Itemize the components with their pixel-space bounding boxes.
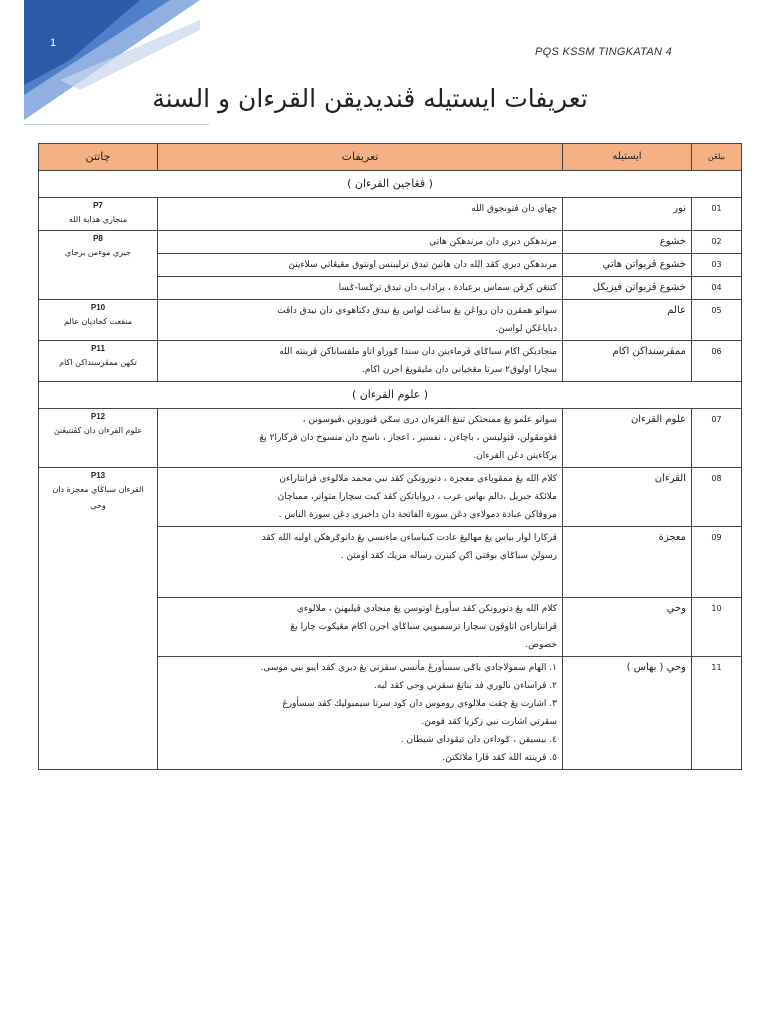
header-tag: PQS KSSM TINGKATAN 4 <box>534 46 672 58</box>
row-number: 04 <box>692 277 742 300</box>
definition-line: كلام الله يڠ ممڤوڽاءي معجزة ، دتورونكن كڤد نبي محمد ملالوءي ڤرانتاراءن <box>279 474 557 484</box>
table-row <box>39 231 742 254</box>
table-row <box>39 409 742 468</box>
definition-line: ڤڠومڤولن، ڤنوليسن ، باچاءن ، تفسير ، اعجاز ، ناسخ دان منسوخ دان ڤركارا٢ يڠ <box>259 433 557 443</box>
row-number: 02 <box>692 231 742 254</box>
title-rule <box>24 124 209 125</box>
definition-line: چهاي دان ڤتونجوق الله <box>471 204 557 214</box>
table-row <box>39 341 742 382</box>
row-number: 01 <box>692 198 742 231</box>
definition-line: ڤرانتاراءن اتاوڤون سچارا ترسمبوڽي سباݢاي اجرن اكام مڠيكوت چارا يڠ <box>290 622 557 632</box>
definition-line: مروڤاكن عبادة دمولاءي دڠن سورة الفاتحة دان داخيري دڠن سورة الناس . <box>278 510 557 520</box>
definition-line: بركاءيتن دڠن القرءان. <box>473 451 557 461</box>
row-note <box>39 468 158 770</box>
note-text: علوم القرءان دان كڤنتيڠنڽ <box>53 426 143 435</box>
row-definition <box>158 409 563 468</box>
row-note <box>39 198 158 231</box>
definition-line: كلام الله يڠ دتورونكن كڤد سأورڠ اوتوسن يڠ منجادي ڤيليهنڽ ، ملالوءي <box>296 604 557 614</box>
row-term: عالم <box>563 300 692 341</box>
note-text: منجاري هداية الله <box>68 215 128 224</box>
list-item: ٤. بيسيقن ، ݢوداءن دان تيڤوداي شيطان . <box>400 735 557 745</box>
row-term: القرءان <box>563 468 692 527</box>
row-definition <box>158 341 563 382</box>
list-item: سڤرتي اشارت نبي زكريا كڤد قومڽ. <box>421 717 557 727</box>
section-row <box>39 382 742 409</box>
row-definition <box>158 231 563 254</box>
note-ref: P7 <box>93 201 103 210</box>
section-row <box>39 171 742 198</box>
row-term: وحي ( بهاس ) <box>563 657 692 770</box>
row-note <box>39 231 158 300</box>
col-term-header: ايستيله <box>563 144 692 171</box>
row-term: معجزة <box>563 527 692 598</box>
note-ref: P8 <box>93 234 103 243</box>
row-definition <box>158 254 563 277</box>
row-term: خشوع <box>563 231 692 254</box>
row-number: 08 <box>692 468 742 527</box>
terms-table <box>38 143 742 770</box>
definition-line: ملائكة جبريل ،دالم بهاس عرب ، درواياتكن كڤد كيت سچارا متواتر، ممباچاڽ <box>277 492 557 502</box>
row-note <box>39 409 158 468</box>
col-note-header: چاتتن <box>39 144 158 171</box>
col-definition-header: تعريفات <box>158 144 563 171</box>
row-number: 09 <box>692 527 742 598</box>
row-definition <box>158 657 563 770</box>
definition-line: مرندهكن ديري دان مرندهكن هاتي <box>429 237 557 247</box>
definition-line: سواتو همڤرن دان رواڠن يڠ ساڠت لواس يڠ تيدق دكتاهوءي دان تيدق داڤت <box>277 306 557 316</box>
row-term: ممڤرسنداكن اكام <box>563 341 692 382</box>
row-term: علوم القرءان <box>563 409 692 468</box>
row-definition <box>158 277 563 300</box>
row-definition <box>158 198 563 231</box>
page-title: تعريفات ايستيله ڤنديديقن القرءان و السنة <box>152 84 588 113</box>
row-number: 10 <box>692 598 742 657</box>
row-definition <box>158 300 563 341</box>
row-definition <box>158 598 563 657</box>
row-definition <box>158 527 563 598</box>
note-ref: P10 <box>90 303 106 312</box>
col-number-header: بيلڠن <box>692 144 742 171</box>
row-definition <box>158 468 563 527</box>
list-item: ١. الهام سمولاجادي باݢي سسأورڠ مأنسي سڤرتي يڠ دبري كڤد ايبو نبي موسى. <box>260 663 557 673</box>
note-ref: P12 <box>90 412 106 421</box>
row-note <box>39 341 158 382</box>
list-item: ٥. ڤرينته الله كڤد ڤارا ملائكتڽ. <box>442 753 557 763</box>
table-header-row <box>39 144 742 171</box>
note-text: تكهن ممڤرسنداكن اكام <box>59 358 137 367</box>
definition-line: سواتو علمو يڠ ممبحثكن تنتڠ القرءان دري سݢي ڤنورونن ،ڤيوسونن ، <box>302 415 557 425</box>
row-term: خشوع ڤربواتن هاتي <box>563 254 692 277</box>
row-term: خشوع ڤربواتن فيزيكل <box>563 277 692 300</box>
row-number: 05 <box>692 300 742 341</box>
definition-line: ڤركارا لوار بياس يڠ مهاليڠ عادت كبياساءن ماءنسي يڠ دانوݢرهكن اوليه الله كڤد <box>261 533 557 543</box>
row-number: 06 <box>692 341 742 382</box>
definition-line: سچارا اولوق٢ سرتا مڠخياني دان مليڤويڠ اجرن اكام. <box>362 365 557 375</box>
definition-line: رسولڽ سباݢاي بوقتي اكن كبنرن رساله مريك كڤد اومتڽ . <box>340 551 557 561</box>
list-item: ٣. اشارت يڠ چڤت ملالوءي روموس دان كود سرتا سيمبوليك كڤد سسأورڠ <box>282 699 557 709</box>
table-row <box>39 468 742 527</box>
table-row <box>39 198 742 231</box>
note-text: القرءان سباݢاي معجزة دان وحي <box>52 485 144 510</box>
definition-line: مرندهكن ديري كڤد الله دان هاتيڽ تيدق ترليبتس اونتوق مڠيڠاتي سلاءينڽ <box>288 260 557 270</box>
page-number: 1 <box>50 37 57 49</box>
table-row <box>39 300 742 341</box>
row-number: 07 <box>692 409 742 468</box>
note-text: منفعت كجاديان عالم <box>63 317 133 326</box>
row-term: نور <box>563 198 692 231</box>
note-text: جيري موءمن برجاي <box>65 248 131 257</box>
row-note <box>39 300 158 341</box>
definition-line: دباياڠكن لواسڽ. <box>495 324 557 334</box>
row-number: 03 <box>692 254 742 277</box>
row-number: 11 <box>692 657 742 770</box>
definition-line: كتنڠن كرڤن سماس برعبادة ، براداب دان تيدق ترݢسا-ݢسا <box>338 283 557 293</box>
section-title: ( ڤڠاجين القرءان ) <box>39 171 742 198</box>
note-ref: P13 <box>90 471 106 480</box>
definition-line: خصوص. <box>525 640 557 650</box>
note-ref: P11 <box>91 344 105 353</box>
list-item: ٢. ڤراساءن نالوري ڤد بناتڠ سڤرتي وحي كڤد لبه. <box>374 681 557 691</box>
section-title: ( علوم القرءان ) <box>39 382 742 409</box>
row-term: وحي <box>563 598 692 657</box>
definition-line: منجاديكن اكام سباݢاي ڤرماءينن دان سندا ݢوراو اتاو ملقساناكن ڤرينته الله <box>279 347 557 357</box>
